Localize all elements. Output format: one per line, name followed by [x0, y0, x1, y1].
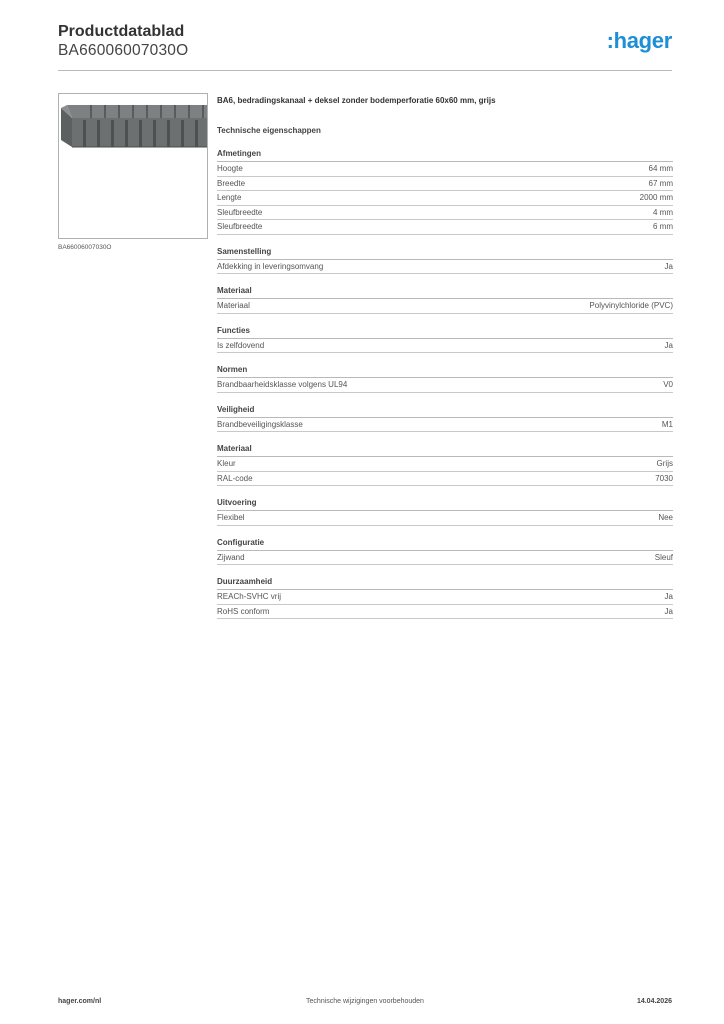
product-content	[217, 95, 673, 619]
section-materiaal	[217, 285, 673, 314]
section-samenstelling	[217, 246, 673, 275]
product-description: BA6, bedradingskanaal + deksel zonder bodemperforatie 60x60 mm, grijs	[217, 96, 496, 105]
section-title: Afmetingen	[217, 148, 673, 162]
section-functies	[217, 325, 673, 354]
section-veiligheid	[217, 404, 673, 433]
section-title: Duurzaamheid	[217, 576, 673, 590]
website-link[interactable]: hager.com/nl	[58, 998, 102, 1005]
image-caption: BA66006007030O	[58, 244, 112, 251]
cable-duct-product-photo	[59, 94, 208, 239]
header-divider	[58, 70, 672, 71]
property-label: REACh-SVHC vrij	[217, 592, 282, 601]
property-value: V0	[663, 380, 673, 389]
disclaimer-text: Technische wijzigingen voorbehouden	[306, 998, 424, 1005]
property-value: Sleuf	[654, 552, 673, 562]
technical-properties-heading: Technische eigenschappen	[217, 126, 321, 135]
property-row	[217, 206, 673, 221]
property-row	[217, 339, 673, 354]
property-label: RAL-code	[217, 473, 253, 483]
property-row	[217, 457, 673, 472]
section-uitvoering	[217, 497, 673, 526]
property-label: Materiaal	[217, 301, 250, 310]
property-label: Sleufbreedte	[217, 207, 263, 217]
properties-list	[217, 148, 673, 619]
property-row	[217, 511, 673, 526]
property-value: 64 mm	[648, 164, 673, 173]
property-value: Nee	[658, 513, 673, 522]
property-row	[217, 605, 673, 620]
property-label: Zijwand	[217, 552, 245, 562]
property-row	[217, 260, 673, 275]
section-title: Samenstelling	[217, 246, 673, 260]
property-row	[217, 472, 673, 487]
section-title: Materiaal	[217, 443, 673, 457]
section-configuratie	[217, 537, 673, 566]
property-row	[217, 378, 673, 393]
property-row	[217, 162, 673, 177]
property-label: Flexibel	[217, 513, 245, 522]
property-label: Kleur	[217, 459, 236, 468]
property-label: Brandbeveiligingsklasse	[217, 419, 303, 429]
property-label: Brandbaarheidsklasse volgens UL94	[217, 380, 348, 389]
property-value: Ja	[664, 340, 673, 350]
section-title: Configuratie	[217, 537, 673, 551]
document-title: Productdatablad	[58, 23, 185, 40]
document-date: 14.04.2026	[636, 998, 672, 1005]
property-row	[217, 590, 673, 605]
property-label: Afdekking in leveringsomvang	[217, 261, 324, 271]
property-value: 4 mm	[653, 207, 673, 217]
property-row	[217, 551, 673, 566]
property-label: Is zelfdovend	[217, 340, 265, 350]
hager-logo: :hager	[606, 28, 672, 53]
property-label: Sleufbreedte	[217, 222, 263, 231]
page-header	[58, 22, 672, 70]
section-title: Materiaal	[217, 285, 673, 299]
property-value: 2000 mm	[639, 193, 673, 202]
property-row	[217, 299, 673, 314]
property-value: Ja	[664, 261, 673, 271]
section-title: Functies	[217, 325, 673, 339]
section-afmetingen	[217, 148, 673, 235]
product-code: BA66006007030O	[58, 42, 189, 59]
property-row	[217, 220, 673, 235]
property-value: Ja	[664, 592, 673, 601]
property-label: Lengte	[217, 193, 242, 202]
section-title: Normen	[217, 364, 673, 378]
page-footer	[58, 998, 672, 1010]
property-value: M1	[661, 419, 673, 429]
property-value: Ja	[664, 606, 673, 616]
product-image	[58, 93, 208, 239]
property-row	[217, 418, 673, 433]
property-row	[217, 191, 673, 206]
property-value: Polyvinylchloride (PVC)	[589, 301, 673, 310]
property-label: Breedte	[217, 178, 246, 188]
section-title: Uitvoering	[217, 497, 673, 511]
property-value: 6 mm	[653, 222, 673, 231]
property-value: 7030	[655, 473, 673, 483]
property-value: Grijs	[656, 459, 673, 468]
section-duurzaamheid	[217, 576, 673, 619]
property-row	[217, 177, 673, 192]
section-title: Veiligheid	[217, 404, 673, 418]
property-label: Hoogte	[217, 164, 243, 173]
property-label: RoHS conform	[217, 606, 270, 616]
section-materiaal-kleur	[217, 443, 673, 486]
section-normen	[217, 364, 673, 393]
property-value: 67 mm	[648, 178, 673, 188]
